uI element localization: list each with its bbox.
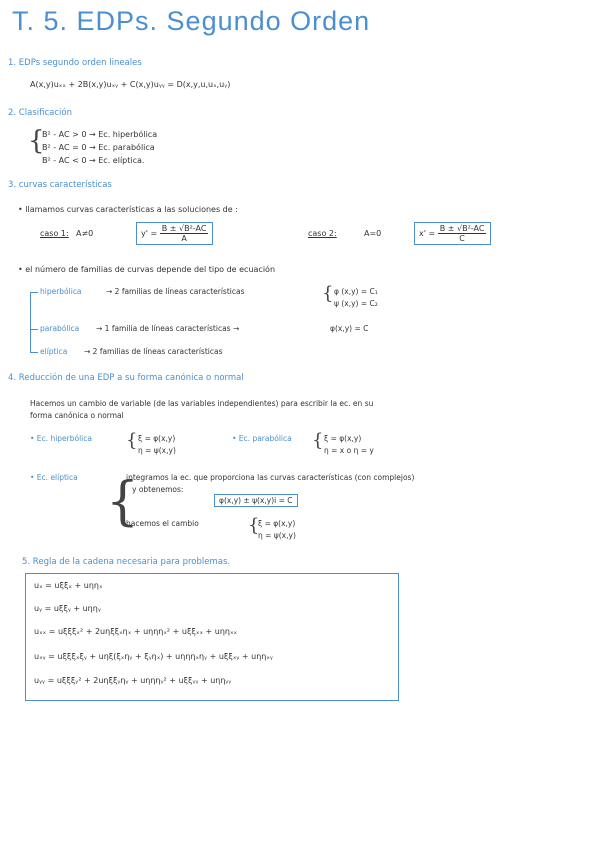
case-1-fraction [160,224,209,243]
chain-rule-uxx: uₓₓ = uξξξₓ² + 2uηξξₓηₓ + uηηηₓ² + uξξₓₓ + uηηₓₓ [34,627,238,636]
elliptic-change-label: • Ec. elíptica [30,473,78,482]
chain-rule-uy: uᵧ = uξξᵧ + uηηᵧ [34,604,101,613]
hyperbolic-change-brace: { [126,430,138,451]
chain-rule-uxy: uₓᵧ = uξξξₓξᵧ + uηξ(ξₓηᵧ + ξᵧηₓ) + uηηηₓηᵧ + uξξₓᵧ + uηηₓᵧ [34,652,273,661]
classification-row-3: B² - AC < 0 → Ec. elíptica. [42,156,145,165]
case-1-formula [136,222,213,245]
elliptic-change-text-1: integramos la ec. que proporciona las curvas características (con complejos) [126,473,415,482]
elliptic-change-result: φ(x,y) ± ψ(x,y)i = C [214,494,298,507]
parabolic-change-xi: ξ = φ(x,y) [324,434,362,443]
classification-row-2: B² - AC = 0 → Ec. parabólica [42,143,155,152]
section-1-equation: A(x,y)uₓₓ + 2B(x,y)uₓᵧ + C(x,y)uᵧᵧ = D(x,y,u,uₓ,uᵧ) [30,80,231,89]
case-2-label: caso 2: [308,229,337,238]
parabolic-label: parabólica [40,324,80,333]
hyperbolic-text: → 2 familias de líneas características [106,287,245,296]
classification-brace: { [28,126,45,156]
hyperbolic-change-eta: η = ψ(x,y) [138,446,176,455]
section-1-heading: 1. EDPs segundo orden lineales [8,58,142,68]
elliptic-change-brace-2: { [248,515,260,536]
case-2-formula [414,222,491,245]
parabolic-text: → 1 familia de líneas características → [96,324,240,333]
tree-branch-elliptic [30,352,38,353]
tree-branch-parabolic [30,329,38,330]
section-4-line-2: forma canónica o normal [30,411,124,420]
tree-vertical-line [30,292,31,352]
case-1-denominator: A [181,234,187,243]
elliptic-change-text-2: y obtenemos: [132,485,184,494]
section-2-heading: 2. Clasificación [8,108,72,118]
elliptic-text: → 2 familias de líneas características [84,347,223,356]
case-2-denominator: C [459,234,465,243]
case-1-condition: A≠0 [76,229,94,238]
chain-rule-ux: uₓ = uξξₓ + uηηₓ [34,581,103,590]
parabolic-change-brace: { [312,430,324,451]
case-2-fraction [438,224,487,243]
case-1-numerator: B ± √B²-AC [161,224,207,233]
tree-branch-hyperbolic [30,292,38,293]
case-2-condition: A=0 [364,229,382,238]
section-4-line-1: Hacemos un cambio de variable (de las variables independientes) para escribir la ec. en su [30,399,374,408]
case-1-lhs: y' = [141,229,158,238]
page-title: T. 5. EDPs. Segundo Orden [12,6,371,36]
hyperbolic-label: hiperbólica [40,287,82,296]
elliptic-change-text-3: hacemos el cambio [126,519,199,528]
chain-rule-box [25,573,399,701]
elliptic-change-brace: { [106,472,140,532]
elliptic-change-xi: ξ = φ(x,y) [258,519,296,528]
case-2-lhs: x' = [419,229,436,238]
chain-rule-uyy: uᵧᵧ = uξξξᵧ² + 2uηξξᵧηᵧ + uηηηᵧ² + uξξᵧᵧ + uηηᵧᵧ [34,676,232,685]
parabolic-change-eta: η = x o η = y [324,446,374,455]
case-1-label: caso 1: [40,229,69,238]
hyperbolic-result-1: φ (x,y) = C₁ [334,287,378,296]
hyperbolic-result-2: ψ (x,y) = C₂ [334,299,378,308]
case-2-numerator: B ± √B²-AC [439,224,485,233]
hyperbolic-brace: { [322,283,334,304]
families-note: • el número de familias de curvas depende del tipo de ecuación [18,265,276,274]
section-5-heading: 5. Regla de la cadena necesaria para problemas. [22,557,231,567]
classification-row-1: B² - AC > 0 → Ec. hiperbólica [42,130,158,139]
elliptic-change-eta: η = ψ(x,y) [258,531,296,540]
parabolic-change-label: • Ec. parabólica [232,434,292,443]
hyperbolic-change-label: • Ec. hiperbólica [30,434,92,443]
elliptic-label: elíptica [40,347,68,356]
section-4-heading: 4. Reducción de una EDP a su forma canónica o normal [8,373,244,383]
section-3-heading: 3. curvas características [8,180,112,190]
hyperbolic-change-xi: ξ = φ(x,y) [138,434,176,443]
parabolic-result: φ(x,y) = C [330,324,369,333]
characteristic-intro: • llamamos curvas características a las soluciones de : [18,205,238,214]
